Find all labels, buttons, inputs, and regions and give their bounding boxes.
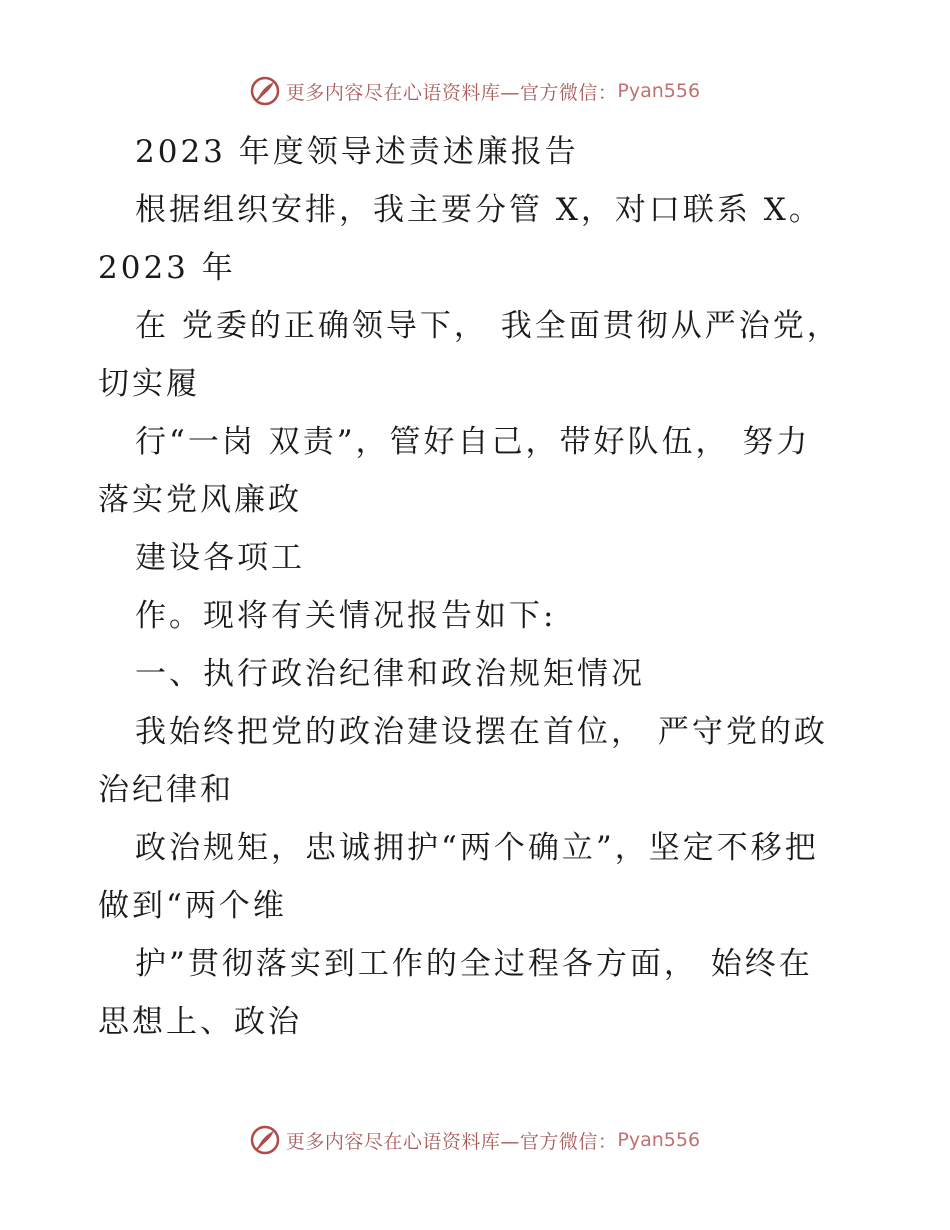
footer-watermark: [0, 1120, 950, 1160]
header-watermark: [0, 71, 950, 111]
paragraph-line: 建设各项工: [135, 540, 305, 576]
paragraph-line: 2023 年: [98, 250, 236, 286]
paragraph-line: 在 党委的正确领导下， 我全面贯彻从严治党，: [135, 308, 841, 344]
paragraph-line: 政治规矩，忠诚拥护“两个确立”，坚定不移把: [135, 830, 819, 866]
paragraph-line: 行“一岗 双责”，管好自己，带好队伍， 努力: [135, 424, 811, 460]
paragraph-line: 根据组织安排，我主要分管 X，对口联系 X。: [135, 192, 823, 228]
document-title: 2023 年度领导述责述廉报告: [135, 134, 579, 170]
paragraph-line: 治纪律和: [98, 772, 234, 808]
paragraph-line: 我始终把党的政治建设摆在首位， 严守党的政: [135, 714, 828, 750]
feather-logo-icon: [250, 76, 280, 106]
paragraph-line: 作。现将有关情况报告如下:: [135, 598, 557, 634]
watermark-text: 更多内容尽在心语资料库—官方微信：: [285, 81, 618, 104]
document-body: [0, 123, 950, 1051]
paragraph-line: 思想上、政治: [98, 1004, 302, 1040]
watermark-wechat-id: Pyan556: [617, 1129, 701, 1151]
paragraph-line: 切实履: [98, 366, 200, 402]
paragraph-line: 做到“两个维: [98, 888, 287, 924]
paragraph-line: 护”贯彻落实到工作的全过程各方面， 始终在: [135, 946, 813, 982]
paragraph-line: 落实党风廉政: [98, 482, 302, 518]
watermark-wechat-id: Pyan556: [617, 80, 701, 102]
feather-logo-icon: [250, 1125, 280, 1155]
watermark-text: 更多内容尽在心语资料库—官方微信：: [285, 1130, 618, 1153]
section-heading: 一、执行政治纪律和政治规矩情况: [135, 656, 645, 692]
